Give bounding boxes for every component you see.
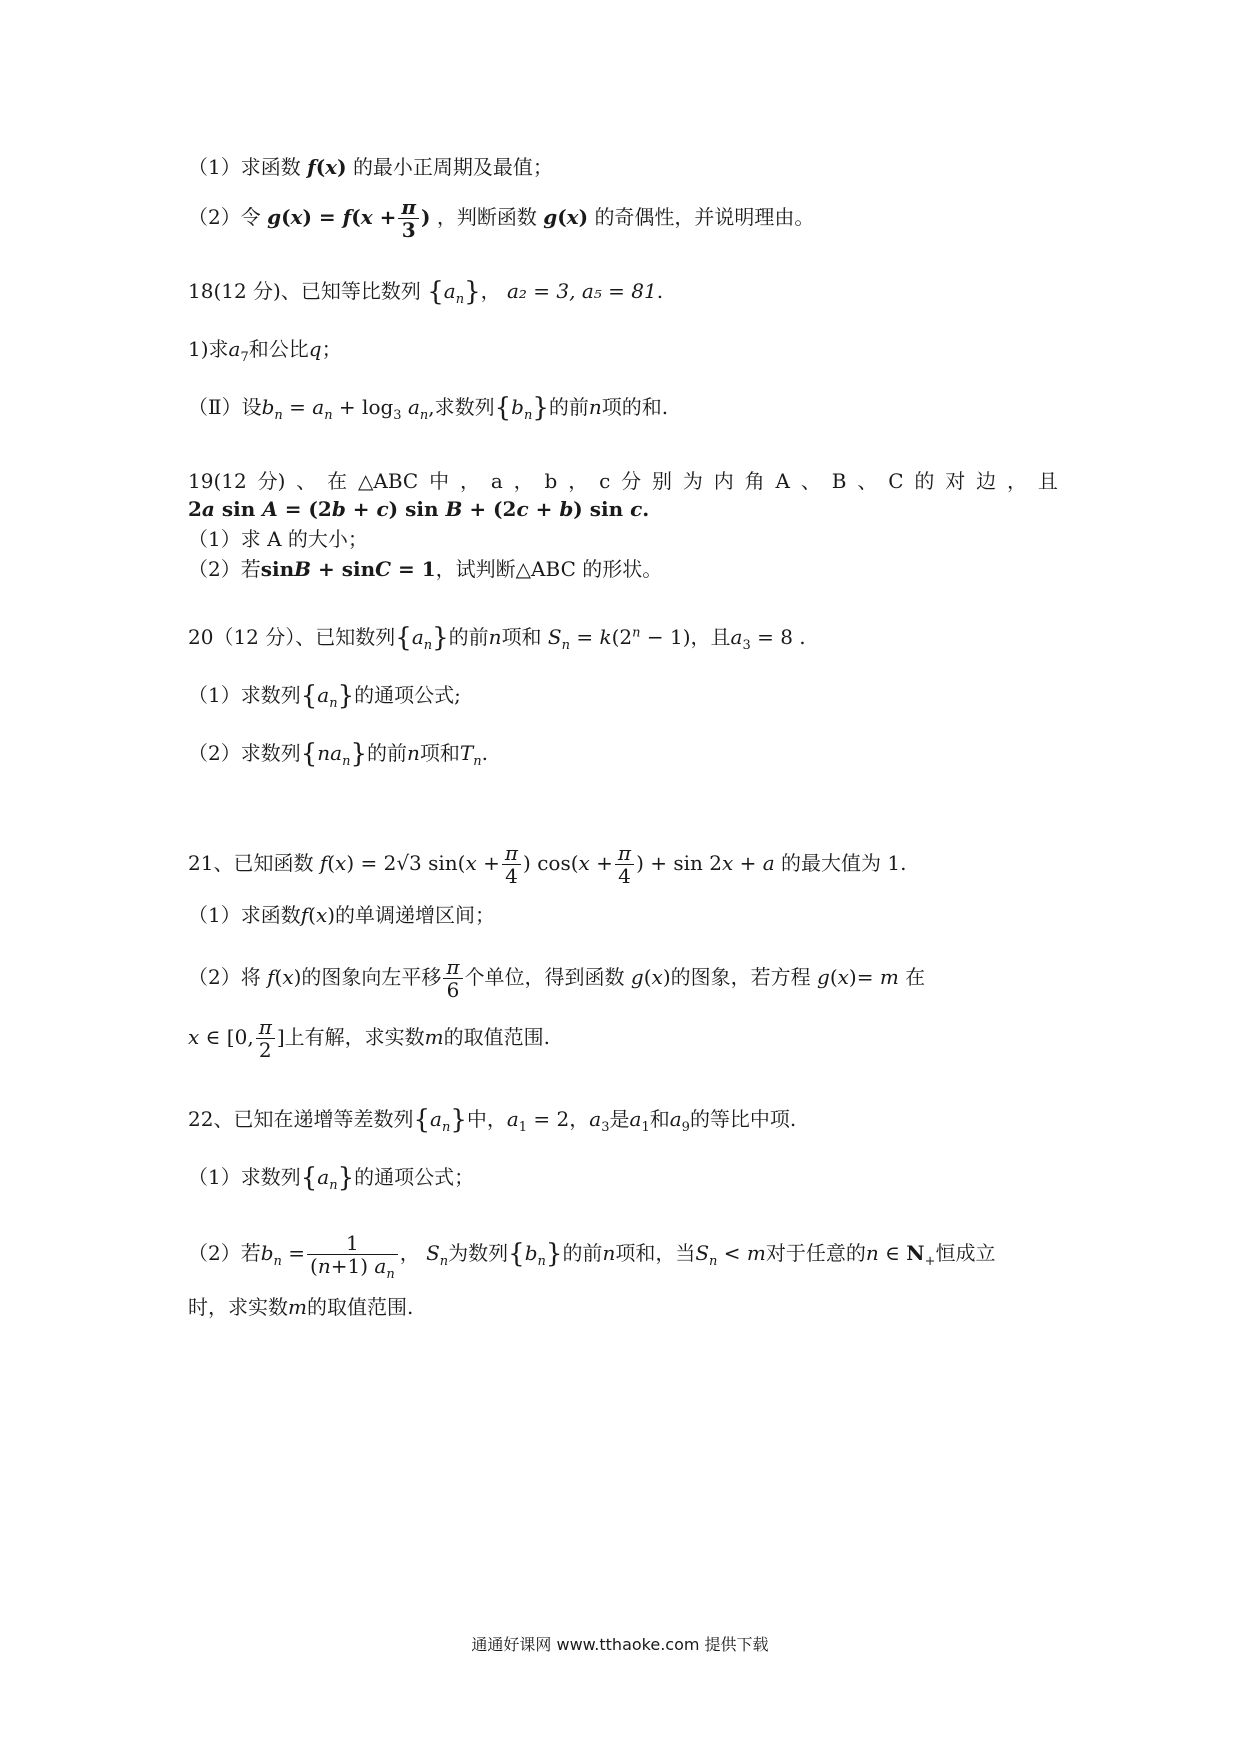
q19-header-word: 别	[652, 469, 673, 493]
q19-header-word: ，	[513, 469, 534, 493]
q19-header-word: c	[599, 469, 611, 493]
q19-header-word: ，	[459, 469, 480, 493]
q19-header-word: 在	[327, 469, 348, 493]
q19-header	[188, 466, 1058, 496]
q18-given: a₂ = 3, a₅ = 81	[507, 279, 657, 303]
q19-part2: （2）若sinB + sinC = 1，试判断△ABC 的形状。	[188, 557, 663, 581]
footer-source: 通通好课网 www.tthaoke.com 提供下载	[471, 1635, 769, 1654]
q19-header-word: 的	[914, 469, 935, 493]
q20-part2: （2）求数列$\{na_n\}$的前n项和$T_n$.	[188, 739, 488, 769]
q21-part2: （2）将 f(x)的图象向左平移 $\frac{\pi}{6}$ 个单位，得到函数 g(x)的图象，若方程 g(x)= m 在	[188, 955, 926, 1002]
q21-part1: （1）求函数f(x)的单调递增区间；	[188, 903, 496, 927]
q19-header-word: ，	[568, 469, 589, 493]
q19-header-word: 为	[682, 469, 703, 493]
q19-header-word: 分	[621, 469, 642, 493]
q21-header: 21、已知函数 f(x) = 2√3 sin(x + $\frac{\pi}{4}$ ) cos(x + $\frac{\pi}{4}$ ) + sin 2x + a 的最大值为 1.	[188, 841, 907, 888]
q19-header-word: 、	[857, 469, 878, 493]
q19-part1: （1）求 A 的大小；	[188, 527, 368, 551]
math-gx-def: g(x) = f(x + $\frac{\pi}{3}$ )	[267, 195, 431, 242]
q19-header-word: C	[888, 469, 904, 493]
q18-header: 18(12 分)、已知等比数列 $\{a_n\}$， a₂ = 3, a₅ = 81.	[188, 277, 664, 307]
q22-part2: （2）若$b_n$ = $\frac{1}{(n+1) a_n}$ ， $S_n$为数列$\{b_n\}$的前n项和，当$S_n < m$对于任意的n ∈ $N_+$恒成立	[188, 1231, 996, 1282]
q19-header-word: b	[544, 469, 558, 493]
q19-equation: 2a sin A = (2b + c) sin B + (2c + b) sin c.	[188, 497, 650, 521]
q19-header-word: a	[490, 469, 503, 493]
q22-header: 22、已知在递增等差数列$\{a_n\}$中，$a_1 = 2$，$a_3$是$a_1$和$a_9$的等比中项.	[188, 1105, 797, 1135]
q22-part3: 时，求实数m的取值范围.	[188, 1295, 414, 1319]
q19-header-word: 且	[1037, 469, 1058, 493]
q21-part3: x ∈ [0, $\frac{\pi}{2}$ ]上有解，求实数m的取值范围.	[188, 1015, 550, 1062]
q22-part1: （1）求数列$\{a_n\}$的通项公式；	[188, 1163, 475, 1193]
q19-header-word: 边	[976, 469, 997, 493]
q19-header-word: △ABC	[358, 469, 419, 493]
q19-header-word: 、	[800, 469, 821, 493]
q19-header-word: B	[831, 469, 847, 493]
q20-part1: （1）求数列$\{a_n\}$的通项公式;	[188, 681, 461, 711]
q19-header-word: A	[775, 469, 790, 493]
q19-header-word: 分)	[257, 469, 286, 493]
q20-header: 20（12 分）、已知数列$\{a_n\}$的前n项和 $S_n = k(2^n - 1)$，且$a_3 = 8$ .	[188, 623, 806, 653]
q19-header-word: ，	[1007, 469, 1028, 493]
q17-part2: （2）令 g(x) = f(x + $\frac{\pi}{3}$ ) ，判断函数 g(x) 的奇偶性，并说明理由。	[188, 195, 815, 242]
q19-header-word: 19(12	[188, 469, 247, 493]
q19-header-word: 内	[713, 469, 734, 493]
q19-header-word: 角	[744, 469, 765, 493]
q19-header-word: 中	[429, 469, 450, 493]
q18-part2: （Ⅱ）设$b_n = a_n + \log_3 a_n$,求数列$\{b_n\}$的前n项的和.	[188, 393, 669, 423]
q17-part1: （1）求函数 f(x) 的最小正周期及最值；	[188, 155, 553, 179]
math-fx: f	[307, 155, 316, 179]
q18-part1: 1)求$a_7$和公比q；	[188, 337, 342, 365]
q19-header-word: 对	[945, 469, 966, 493]
q19-header-word: 、	[296, 469, 317, 493]
